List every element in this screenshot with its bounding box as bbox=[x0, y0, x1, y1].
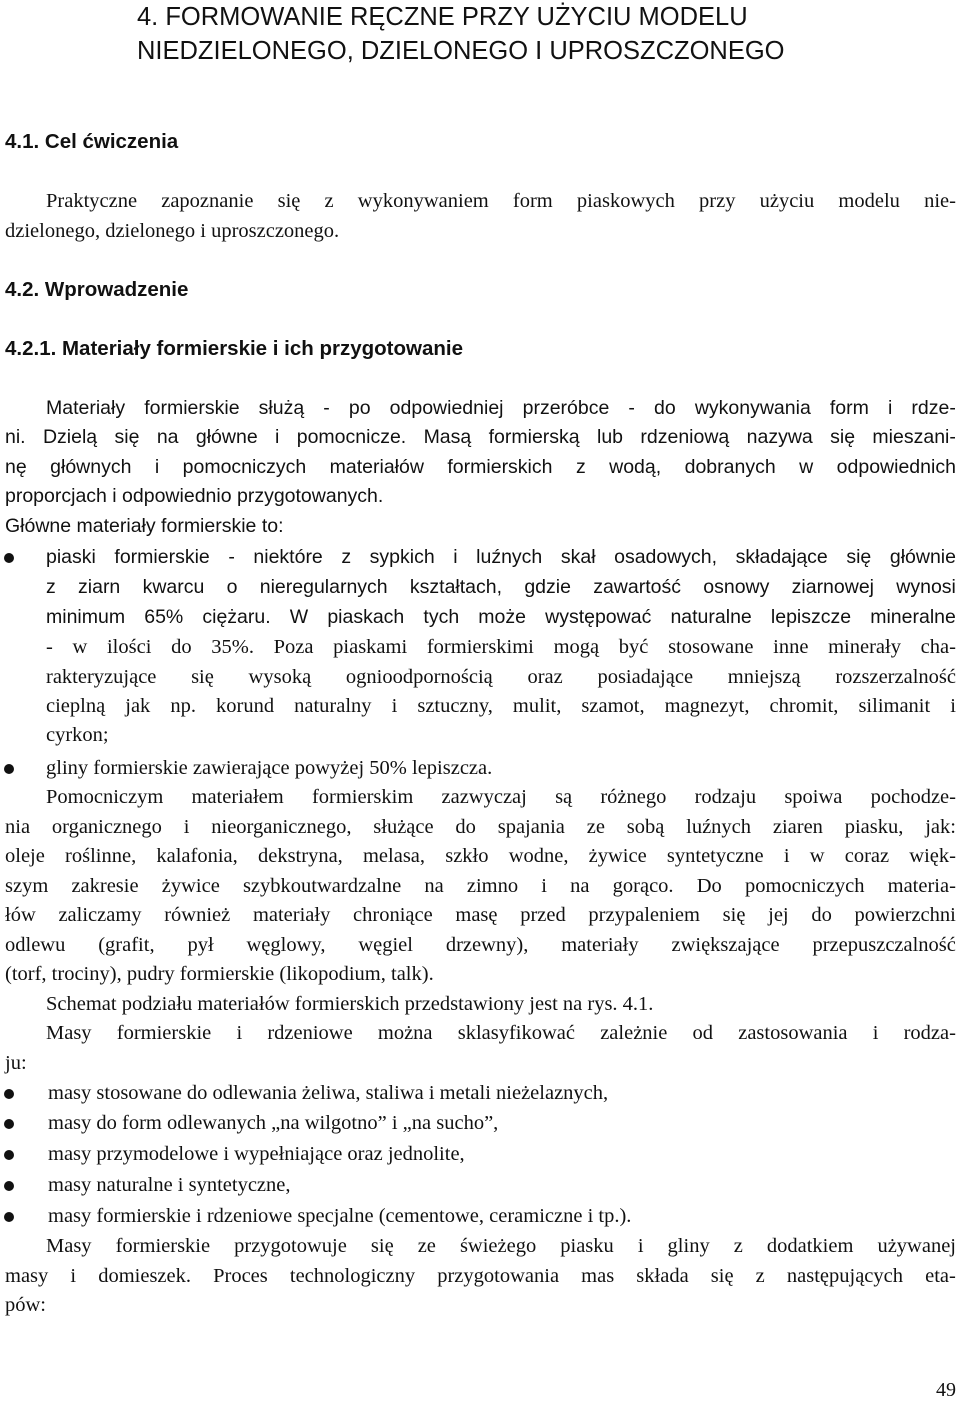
list-item-line: - w ilości do 35%. Poza piaskami formierskimi mogą być stosowane inne minerały cha- bbox=[46, 636, 956, 658]
paragraph-line: Główne materiały formierskie to: bbox=[5, 515, 284, 537]
paragraph-line: (torf, trociny), pudry formierskie (likopodium, talk). bbox=[5, 963, 434, 985]
bullet-icon bbox=[4, 1181, 14, 1191]
section-heading-4-2-1: 4.2.1. Materiały formierskie i ich przygotowanie bbox=[5, 337, 463, 360]
paragraph-line: masy i domieszek. Proces technologiczny przygotowania mas składa się z następujących eta- bbox=[5, 1265, 956, 1287]
paragraph-line: dzielonego, dzielonego i uproszczonego. bbox=[5, 220, 340, 242]
paragraph-line: nia organicznego i nieorganicznego, służące do spajania ze sobą luźnych ziaren piasku, jak: bbox=[5, 816, 956, 838]
paragraph-line: szym zakresie żywice szybkoutwardzalne na zimno i na gorąco. Do pomocniczych materia- bbox=[5, 875, 956, 897]
paragraph-line: Masy formierskie i rdzeniowe można sklasyfikować zależnie od zastosowania i rodza- bbox=[46, 1022, 956, 1044]
section-heading-4-2: 4.2. Wprowadzenie bbox=[5, 278, 189, 301]
bullet-icon bbox=[4, 1119, 14, 1129]
list-item-line: rakteryzujące się wysoką ognioodpornością oraz posiadające mniejszą rozszerzalność bbox=[46, 666, 956, 688]
list-item: masy przymodelowe i wypełniające oraz jednolite, bbox=[48, 1143, 465, 1165]
list-item-line: z ziarn kwarcu o nieregularnych kształtach, gdzie zawartość osnowy ziarnowej wynosi bbox=[46, 576, 956, 598]
bullet-icon bbox=[4, 764, 14, 774]
list-item: masy do form odlewanych „na wilgotno” i „na sucho”, bbox=[48, 1112, 499, 1134]
paragraph-line: Praktyczne zapoznanie się z wykonywaniem form piaskowych przy użyciu modelu nie- bbox=[46, 190, 956, 212]
paragraph-line: oleje roślinne, kalafonia, dekstryna, melasa, szkło wodne, żywice syntetyczne i w coraz więk- bbox=[5, 845, 956, 867]
list-item-line: gliny formierskie zawierające powyżej 50% lepiszcza. bbox=[46, 757, 493, 779]
paragraph-line: odlewu (grafit, pył węglowy, węgiel drzewny), materiały zwiększające przepuszczalność bbox=[5, 934, 956, 956]
list-item: masy naturalne i syntetyczne, bbox=[48, 1174, 291, 1196]
paragraph-line: nę głównych i pomocniczych materiałów formierskich z wodą, dobranych w odpowiednich bbox=[5, 456, 956, 478]
chapter-title-line-1: 4. FORMOWANIE RĘCZNE PRZY UŻYCIU MODELU bbox=[137, 3, 748, 31]
paragraph-line: ni. Dzielą się na główne i pomocnicze. Masą formierską lub rdzeniową nazywa się mieszani- bbox=[5, 426, 956, 448]
paragraph-line: proporcjach i odpowiednio przygotowanych. bbox=[5, 485, 384, 507]
list-item-line: piaski formierskie - niektóre z sypkich i luźnych skał osadowych, składające się głównie bbox=[46, 546, 956, 568]
paragraph-line: pów: bbox=[5, 1294, 46, 1316]
bullet-icon bbox=[4, 1089, 14, 1099]
paragraph-line: łów zaliczamy również materiały chroniące masę przed przypaleniem się jej do powierzchni bbox=[5, 904, 956, 926]
page-number: 49 bbox=[936, 1379, 956, 1401]
paragraph-line: Pomocniczym materiałem formierskim zazwyczaj są różnego rodzaju spoiwa pochodze- bbox=[46, 786, 956, 808]
list-item-line: cieplną jak np. korund naturalny i sztuczny, mulit, szamot, magnezyt, chromit, silimanit i bbox=[46, 695, 956, 717]
paragraph-line: Masy formierskie przygotowuje się ze świeżego piasku i gliny z dodatkiem używanej bbox=[46, 1235, 956, 1257]
bullet-icon bbox=[4, 553, 14, 563]
list-item: masy formierskie i rdzeniowe specjalne (cementowe, ceramiczne i tp.). bbox=[48, 1205, 632, 1227]
paragraph-line: Materiały formierskie służą - po odpowiedniej przeróbce - do wykonywania form i rdze- bbox=[46, 397, 956, 419]
bullet-icon bbox=[4, 1212, 14, 1222]
paragraph-line: Schemat podziału materiałów formierskich przedstawiony jest na rys. 4.1. bbox=[46, 993, 654, 1015]
bullet-icon bbox=[4, 1150, 14, 1160]
list-item-line: minimum 65% ciężaru. W piaskach tych może występować naturalne lepiszcze mineralne bbox=[46, 606, 956, 628]
section-heading-4-1: 4.1. Cel ćwiczenia bbox=[5, 130, 179, 153]
list-item: masy stosowane do odlewania żeliwa, staliwa i metali nieżelaznych, bbox=[48, 1082, 609, 1104]
paragraph-line: ju: bbox=[5, 1052, 27, 1074]
chapter-title-line-2: NIEDZIELONEGO, DZIELONEGO I UPROSZCZONEGO bbox=[137, 37, 785, 65]
list-item-line: cyrkon; bbox=[46, 724, 109, 746]
